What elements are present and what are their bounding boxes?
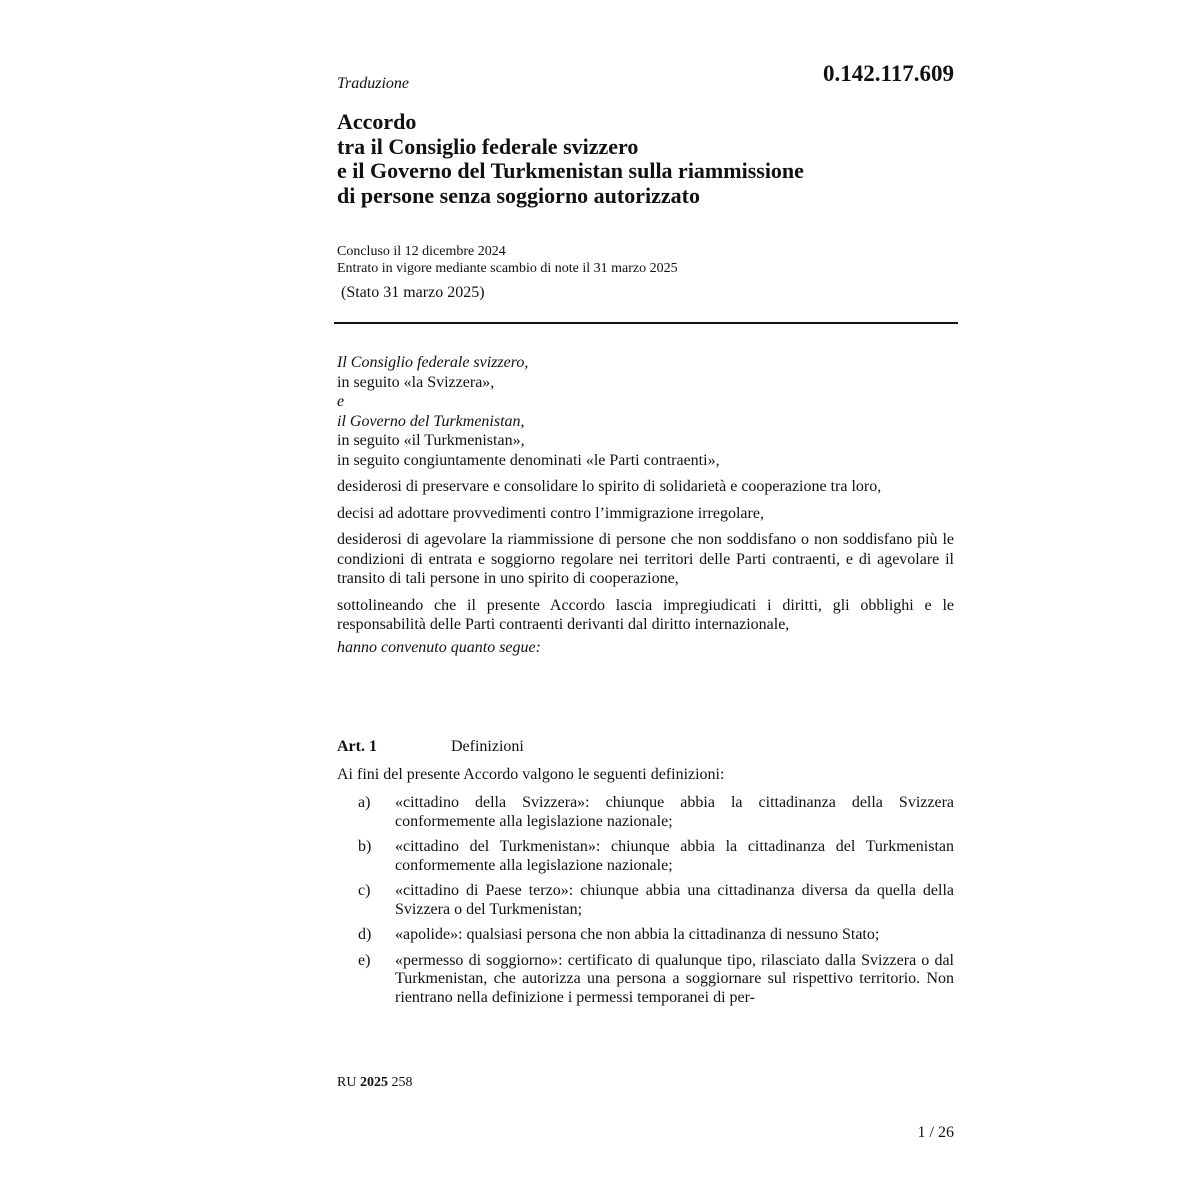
definition-text: «apolide»: qualsiasi persona che non abbia la cittadinanza di nessuno Stato; (395, 926, 880, 943)
list-item (337, 952, 954, 1008)
recital: sottolineando che il presente Accordo lascia impregiudicati i diritti, gli obblighi e le responsabilità delle Parti contraenti derivanti dal diritto internazionale, (337, 596, 954, 633)
ru-page: 258 (391, 1075, 413, 1090)
joint-alias: in seguito congiuntamente denominati «le Parti contraenti», (337, 451, 720, 469)
sr-number: 0.142.117.609 (823, 61, 954, 86)
list-item (337, 794, 954, 831)
title-line: tra il Consiglio federale svizzero (337, 133, 639, 159)
title-line: Accordo (337, 109, 417, 134)
article-1-heading (337, 737, 954, 757)
list-letter: a) (358, 794, 371, 811)
preamble (337, 353, 954, 657)
entry-into-force: Entrato in vigore mediante scambio di note il 31 marzo 2025 (337, 261, 678, 276)
list-item (337, 926, 954, 945)
header-divider (334, 322, 958, 324)
document-page (337, 0, 957, 1200)
title-line: e il Governo del Turkmenistan sulla riammissione (337, 158, 804, 183)
article-number: Art. 1 (337, 738, 377, 755)
document-title (337, 110, 804, 208)
definition-text: «cittadino della Svizzera»: chiunque abbia la cittadinanza della Svizzera conformemente alla legislazione nazionale; (395, 794, 954, 830)
list-letter: b) (358, 838, 372, 855)
recital: desiderosi di agevolare la riammissione di persone che non soddisfano o non soddisfano più le condizioni di entrata e soggiorno regolare nei territori delle Parti contraenti, e di agevolare il transito di tali persone in uno spirito di cooperazione, (337, 531, 954, 587)
status-date: (Stato 31 marzo 2025) (341, 284, 485, 301)
official-collection-reference (337, 1074, 412, 1092)
list-letter: c) (358, 882, 371, 899)
definition-text: «cittadino del Turkmenistan»: chiunque abbia la cittadinanza del Turkmenistan conformemente alla legislazione nazionale; (395, 838, 954, 874)
ru-year: 2025 (359, 1075, 388, 1090)
party-2-alias: in seguito «il Turkmenistan», (337, 432, 525, 449)
party-1-alias: in seguito «la Svizzera», (337, 373, 495, 391)
recital: decisi ad adottare provvedimenti contro l’immigrazione irregolare, (337, 504, 764, 522)
list-item (337, 838, 954, 875)
list-letter: e) (358, 951, 371, 969)
article-intro: Ai fini del presente Accordo valgono le seguenti definizioni: (337, 766, 725, 783)
ru-prefix: RU (337, 1075, 357, 1090)
document-meta (337, 243, 678, 277)
list-letter: d) (358, 926, 372, 943)
definitions-list (337, 794, 954, 1014)
page-number: 1 / 26 (917, 1124, 954, 1141)
definition-text: «cittadino di Paese terzo»: chiunque abbia una cittadinanza diversa da quella della Svizzera o del Turkmenistan; (395, 882, 954, 918)
party-1-name: Il Consiglio federale svizzero, (337, 354, 529, 371)
definition-text: «permesso di soggiorno»: certificato di qualunque tipo, rilasciato dalla Svizzera o dal Turkmenistan, che autorizza una persona a soggiornare sul rispettivo territorio. Non rientrano nella definizione i permessi temporanei di per- (395, 951, 954, 1006)
translation-label: Traduzione (337, 75, 410, 92)
concluded-date: Concluso il 12 dicembre 2024 (337, 244, 506, 259)
article-title: Definizioni (451, 738, 524, 755)
conjunction: e (337, 393, 345, 410)
list-item (337, 882, 954, 919)
preamble-closing: hanno convenuto quanto segue: (337, 638, 541, 656)
party-2-name: il Governo del Turkmenistan, (337, 412, 525, 430)
recital: desiderosi di preservare e consolidare lo spirito di solidarietà e cooperazione tra loro, (337, 478, 882, 495)
title-line: di persone senza soggiorno autorizzato (337, 182, 700, 208)
